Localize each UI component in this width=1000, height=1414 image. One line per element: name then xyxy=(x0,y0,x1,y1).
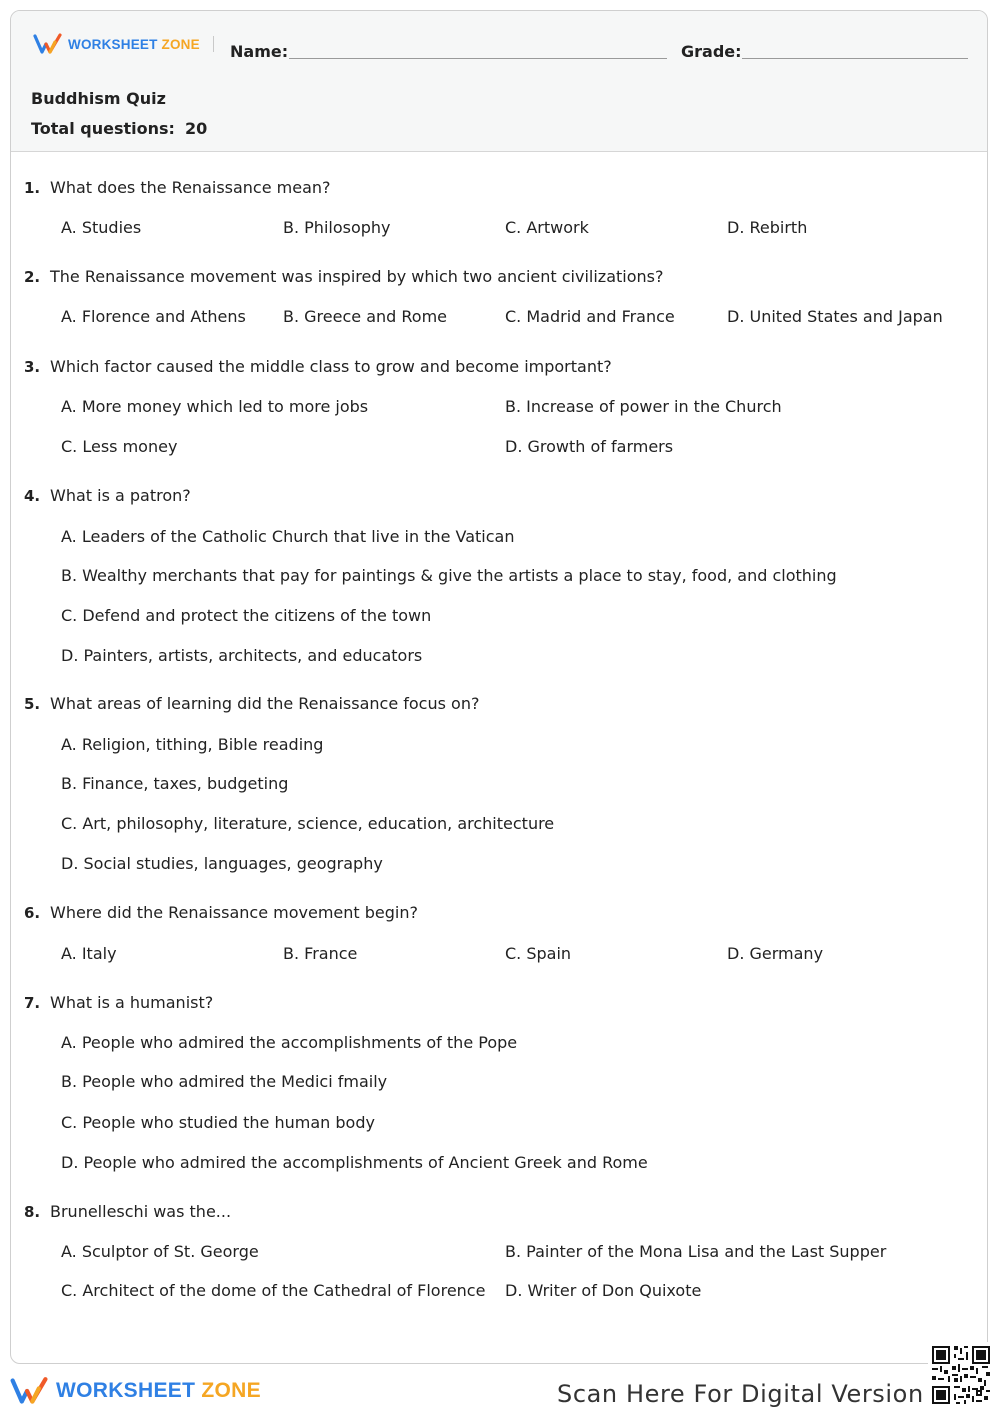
footer-brand xyxy=(10,1376,261,1406)
option-7a[interactable]: A. People who admired the accomplishments of the Pope xyxy=(61,1033,518,1052)
name-field-line[interactable] xyxy=(289,58,667,59)
name-label: Name: xyxy=(230,42,289,61)
grade-label: Grade: xyxy=(681,42,742,61)
option-3c[interactable]: C. Less money xyxy=(61,437,178,456)
option-2b[interactable]: B. Greece and Rome xyxy=(283,307,447,326)
option-6c[interactable]: C. Spain xyxy=(505,944,572,963)
footer-brand-text: WORKSHEET ZONE xyxy=(56,1379,261,1402)
option-3b[interactable]: B. Increase of power in the Church xyxy=(505,397,782,416)
option-8c[interactable]: C. Architect of the dome of the Cathedral of Florence xyxy=(61,1281,486,1300)
worksheet-header xyxy=(11,11,987,152)
option-8a[interactable]: A. Sculptor of St. George xyxy=(61,1242,259,1261)
option-6d[interactable]: D. Germany xyxy=(727,944,824,963)
qr-code-icon[interactable] xyxy=(928,1342,994,1408)
option-2d[interactable]: D. United States and Japan xyxy=(727,307,943,326)
question-3: 3. Which factor caused the middle class to grow and become important? xyxy=(24,357,612,376)
option-6b[interactable]: B. France xyxy=(283,944,358,963)
option-7b[interactable]: B. People who admired the Medici fmaily xyxy=(61,1072,388,1091)
question-7: 7. What is a humanist? xyxy=(24,993,214,1012)
option-8b[interactable]: B. Painter of the Mona Lisa and the Last Supper xyxy=(505,1242,887,1261)
option-3d[interactable]: D. Growth of farmers xyxy=(505,437,674,456)
option-2a[interactable]: A. Florence and Athens xyxy=(61,307,246,326)
quiz-title: Buddhism Quiz xyxy=(31,89,166,108)
option-7c[interactable]: C. People who studied the human body xyxy=(61,1113,375,1132)
option-4b[interactable]: B. Wealthy merchants that pay for paintings & give the artists a place to stay, food, and clothing xyxy=(61,566,837,585)
option-5b[interactable]: B. Finance, taxes, budgeting xyxy=(61,774,289,793)
header-brand xyxy=(33,33,200,55)
option-4c[interactable]: C. Defend and protect the citizens of the town xyxy=(61,606,432,625)
option-5c[interactable]: C. Art, philosophy, literature, science, education, architecture xyxy=(61,814,555,833)
option-6a[interactable]: A. Italy xyxy=(61,944,117,963)
question-8: 8. Brunelleschi was the... xyxy=(24,1202,232,1221)
brand-separator xyxy=(213,36,214,52)
option-2c[interactable]: C. Madrid and France xyxy=(505,307,675,326)
question-2: 2. The Renaissance movement was inspired by which two ancient civilizations? xyxy=(24,267,664,286)
option-3a[interactable]: A. More money which led to more jobs xyxy=(61,397,369,416)
option-7d[interactable]: D. People who admired the accomplishments of Ancient Greek and Rome xyxy=(61,1153,648,1172)
option-4d[interactable]: D. Painters, artists, architects, and educators xyxy=(61,646,423,665)
option-1c[interactable]: C. Artwork xyxy=(505,218,589,237)
question-1: 1. What does the Renaissance mean? xyxy=(24,178,331,197)
option-1a[interactable]: A. Studies xyxy=(61,218,142,237)
option-4a[interactable]: A. Leaders of the Catholic Church that live in the Vatican xyxy=(61,527,515,546)
option-1d[interactable]: D. Rebirth xyxy=(727,218,808,237)
question-5: 5. What areas of learning did the Renaissance focus on? xyxy=(24,694,480,713)
option-8d[interactable]: D. Writer of Don Quixote xyxy=(505,1281,702,1300)
grade-field-line[interactable] xyxy=(742,58,968,59)
question-4: 4. What is a patron? xyxy=(24,486,191,505)
worksheetzone-logo-icon xyxy=(33,33,65,55)
option-1b[interactable]: B. Philosophy xyxy=(283,218,391,237)
worksheetzone-logo-icon xyxy=(10,1376,52,1406)
scan-text: Scan Here For Digital Version xyxy=(557,1380,924,1408)
header-brand-text: WORKSHEET ZONE xyxy=(68,36,200,52)
page-footer xyxy=(0,1364,1000,1414)
total-questions: Total questions: 20 xyxy=(31,119,208,138)
question-6: 6. Where did the Renaissance movement begin? xyxy=(24,903,418,922)
option-5d[interactable]: D. Social studies, languages, geography xyxy=(61,854,383,873)
option-5a[interactable]: A. Religion, tithing, Bible reading xyxy=(61,735,324,754)
